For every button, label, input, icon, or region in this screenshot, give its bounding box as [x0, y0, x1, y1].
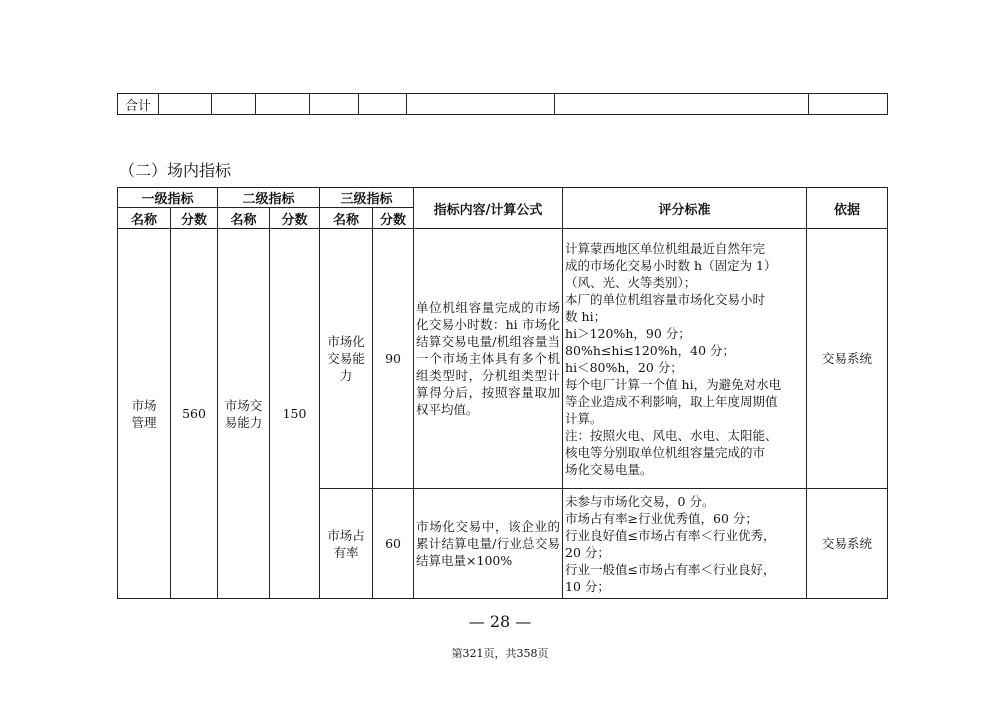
- total-label: 合计: [118, 94, 159, 115]
- empty-cell: [212, 94, 256, 115]
- level1-score: 560: [171, 229, 218, 599]
- empty-cell: [809, 94, 888, 115]
- criteria-line: 20 分；: [565, 544, 610, 560]
- basis-text: 交易系统: [807, 489, 888, 599]
- criteria-line: （风、光、火等类别）；: [565, 274, 697, 290]
- header-name: 名称: [218, 208, 270, 229]
- level3-score: 90: [373, 229, 414, 489]
- header-level3: 三级指标: [320, 188, 414, 208]
- indicator-table: [117, 187, 888, 599]
- level3-score: 60: [373, 489, 414, 599]
- section-heading: （二）场内指标: [119, 161, 232, 180]
- criteria-text: [563, 229, 807, 489]
- table-row: [118, 229, 888, 489]
- criteria-line: hi＞120%h，90 分；: [565, 325, 691, 341]
- header-criteria: 评分标准: [563, 188, 807, 229]
- criteria-line: 计算。: [565, 410, 603, 426]
- level3-name: 市场占有率: [320, 489, 373, 599]
- empty-cell: [310, 94, 359, 115]
- level3-name: 市场化交易能力: [320, 229, 373, 489]
- header-name: 名称: [118, 208, 171, 229]
- page-number: — 28 —: [468, 612, 532, 631]
- empty-cell: [555, 94, 809, 115]
- criteria-line: hi＜80%h，20 分；: [565, 359, 683, 375]
- header-name: 名称: [320, 208, 373, 229]
- page-counter: 第321页，共358页: [451, 647, 549, 660]
- header-row-1: [118, 188, 888, 208]
- criteria-line: 行业良好值≤市场占有率＜行业优秀，: [565, 527, 776, 543]
- criteria-line: 本厂的单位机组容量市场化交易小时: [565, 291, 766, 307]
- criteria-line: 场化交易电量。: [565, 461, 653, 477]
- header-score: 分数: [270, 208, 320, 229]
- basis-text: 交易系统: [807, 229, 888, 489]
- level2-score: 150: [270, 229, 320, 599]
- criteria-line: 成的市场化交易小时数 h（固定为 1）: [565, 257, 777, 273]
- empty-cell: [256, 94, 310, 115]
- criteria-line: 计算蒙西地区单位机组最近自然年完: [565, 240, 766, 256]
- criteria-line: 数 hi；: [565, 308, 607, 324]
- criteria-line: 80%h≤hi≤120%h，40 分；: [565, 342, 736, 358]
- header-score: 分数: [373, 208, 414, 229]
- level2-name: 市场交易能力: [218, 229, 270, 599]
- formula-text: 单位机组容量完成的市场化交易小时数：hi 市场化结算交易电量/机组容量当一个市场主体具有多个机组类型时，分机组类型计算得分后，按照容量取加权平均值。: [414, 229, 563, 489]
- criteria-line: 等企业造成不利影响，取上年度周期值: [565, 393, 778, 409]
- total-row: [118, 94, 888, 115]
- empty-cell: [407, 94, 555, 115]
- level1-name: 市场管理: [118, 229, 171, 599]
- header-score: 分数: [171, 208, 218, 229]
- empty-cell: [359, 94, 407, 115]
- criteria-line: 每个电厂计算一个值 hi，为避免对水电: [565, 376, 782, 392]
- criteria-line: 行业一般值≤市场占有率＜行业良好，: [565, 561, 776, 577]
- header-content: 指标内容/计算公式: [414, 188, 563, 229]
- formula-text: 市场化交易中，该企业的累计结算电量/行业总交易结算电量×100%: [414, 489, 563, 599]
- total-table: [117, 93, 888, 115]
- criteria-line: 未参与市场化交易，0 分。: [565, 493, 715, 509]
- criteria-line: 10 分；: [565, 578, 610, 594]
- header-level2: 二级指标: [218, 188, 320, 208]
- criteria-line: 市场占有率≥行业优秀值，60 分；: [565, 510, 758, 526]
- empty-cell: [159, 94, 212, 115]
- criteria-line: 核电等分别取单位机组容量完成的市: [565, 444, 766, 460]
- header-basis: 依据: [807, 188, 888, 229]
- criteria-text: [563, 489, 807, 599]
- header-level1: 一级指标: [118, 188, 218, 208]
- criteria-line: 注：按照火电、风电、水电、太阳能、: [565, 427, 778, 443]
